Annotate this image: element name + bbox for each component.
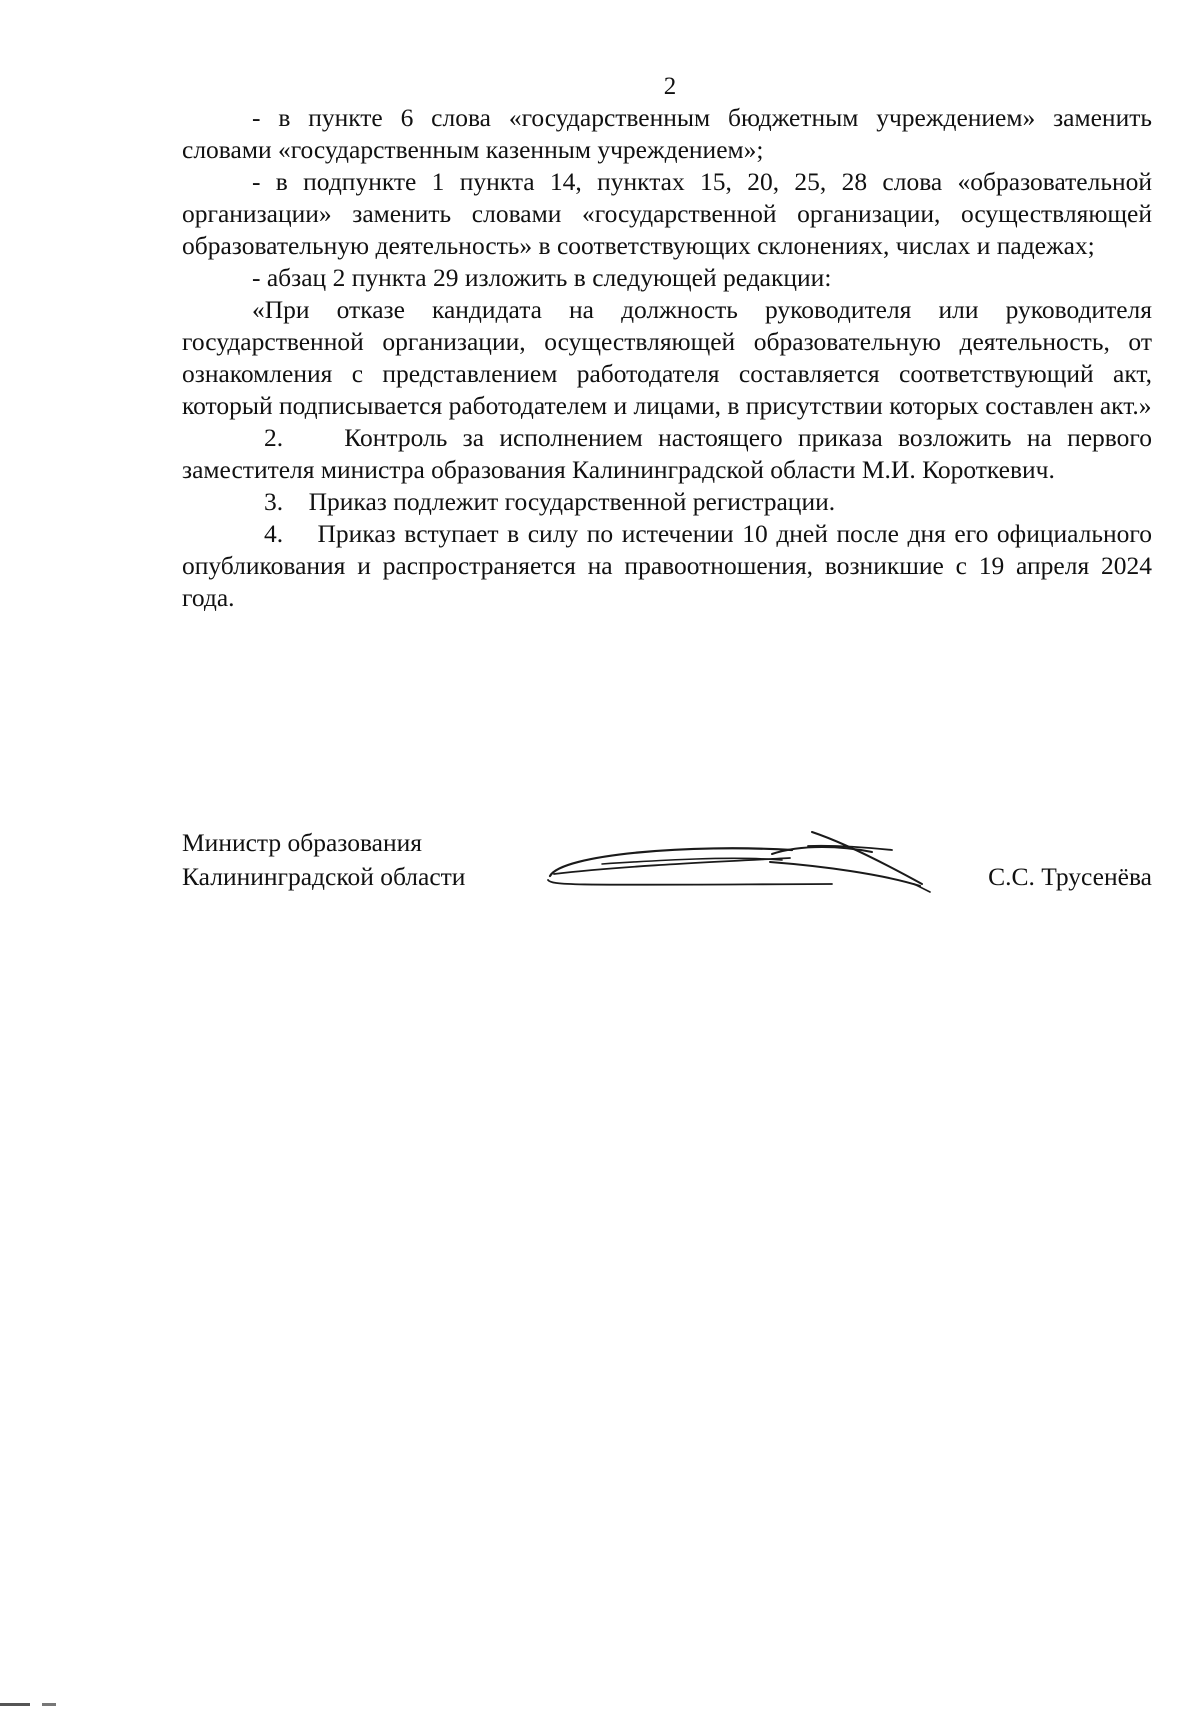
signatory-position-line-1: Министр образования	[182, 828, 423, 857]
signatory-position-line-2: Калининградской области	[182, 862, 466, 891]
document-body	[182, 102, 1152, 614]
amendment-paragraph-point-6: - в пункте 6 слова «государственным бюджетным учреждением» заменить словами «государственным казенным учреждением»;	[182, 103, 1152, 164]
clause-2-control: 2. Контроль за исполнением настоящего приказа возложить на первого заместителя министра образования Калининградской области М.И. Короткевич.	[182, 423, 1152, 484]
signatory-name: С.С. Трусенёва	[988, 862, 1152, 891]
handwritten-signature	[542, 814, 962, 900]
quoted-new-wording: «При отказе кандидата на должность руководителя или руководителя государственной организации, осуществляющей образовательную деятельность, от ознакомления с представлением работодателя составляется соответствующий акт, который подписывается работодателем и лицами, в присутствии которых составлен акт.»	[182, 295, 1152, 420]
clause-4-entry-into-force: 4. Приказ вступает в силу по истечении 10 дней после дня его официального опубликования и распространяется на правоотношения, возникшие с 19 апреля 2024 года.	[182, 519, 1152, 612]
scan-edge-mark	[42, 1703, 56, 1706]
amendment-paragraph-point-29: - абзац 2 пункта 29 изложить в следующей редакции:	[252, 263, 832, 292]
scan-edge-mark	[0, 1703, 30, 1706]
clause-3-registration: 3. Приказ подлежит государственной регистрации.	[264, 487, 836, 516]
signature-block	[182, 826, 1152, 906]
signatory-position	[182, 826, 465, 894]
page-number: 2	[663, 73, 677, 100]
amendment-paragraph-points-14-28: - в подпункте 1 пункта 14, пунктах 15, 20, 25, 28 слова «образовательной организации» заменить словами «государственной организации, осуществляющей образовательную деятельность» в соответствующих склонениях, числах и падежах;	[182, 167, 1152, 260]
